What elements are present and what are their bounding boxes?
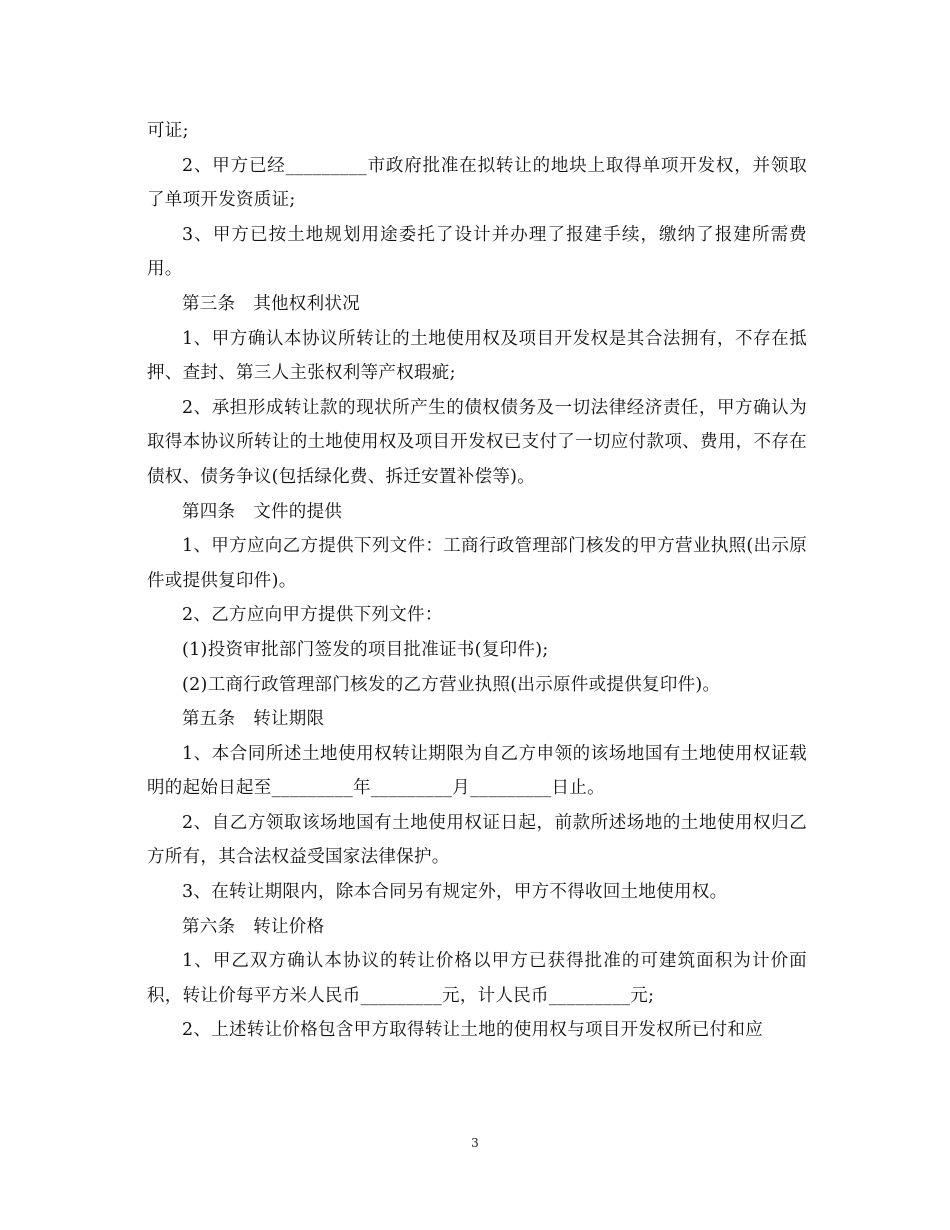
paragraph: 1、本合同所述土地使用权转让期限为自乙方申领的该场地国有土地使用权证载明的起始日起至_________年_________月_________日止。 [147,743,807,799]
section-heading: 第五条 转让期限 [182,709,325,730]
list-item: (1)投资审批部门签发的项目批准证书(复印件); [182,639,549,660]
paragraph: 3、甲方已按土地规划用途委托了设计并办理了报建手续，缴纳了报建所需费用。 [147,224,807,280]
paragraph: 1、甲方确认本协议所转让的土地使用权及项目开发权是其合法拥有，不存在抵押、查封、第三人主张权利等产权瑕疵; [147,328,807,384]
paragraph: 2、甲方已经_________市政府批准在拟转让的地块上取得单项开发权，并领取了单项开发资质证; [147,155,807,211]
paragraph: 1、甲乙双方确认本协议的转让价格以甲方已获得批准的可建筑面积为计价面积，转让价每平方米人民币_________元，计人民币_________元; [147,951,807,1006]
paragraph: 3、在转让期限内，除本合同另有规定外，甲方不得收回土地使用权。 [182,882,728,903]
paragraph: 1、甲方应向乙方提供下列文件：工商行政管理部门核发的甲方营业执照(出示原件或提供复印件)。 [147,536,807,591]
paragraph: 2、上述转让价格包含甲方取得转让土地的使用权与项目开发权所已付和应 [182,1020,764,1041]
list-item: (2)工商行政管理部门核发的乙方营业执照(出示原件或提供复印件)。 [182,674,721,695]
paragraph: 2、承担形成转让款的现状所产生的债权债务及一切法律经济责任，甲方确认为取得本协议所转让的土地使用权及项目开发权已支付了一切应付款项、费用，不存在债权、债务争议(包括绿化费、拆迁安置补偿等)。 [147,397,807,487]
paragraph: 可证; [147,121,189,141]
page-number: 3 [471,1136,479,1150]
document-body [147,114,807,1048]
paragraph: 2、乙方应向甲方提供下列文件： [182,605,443,626]
section-heading: 第三条 其他权利状况 [182,293,360,314]
section-heading: 第六条 转让价格 [182,916,325,937]
section-heading: 第四条 文件的提供 [182,501,343,522]
paragraph: 2、自乙方领取该场地国有土地使用权证日起，前款所述场地的土地使用权归乙方所有，其合法权益受国家法律保护。 [147,812,807,868]
